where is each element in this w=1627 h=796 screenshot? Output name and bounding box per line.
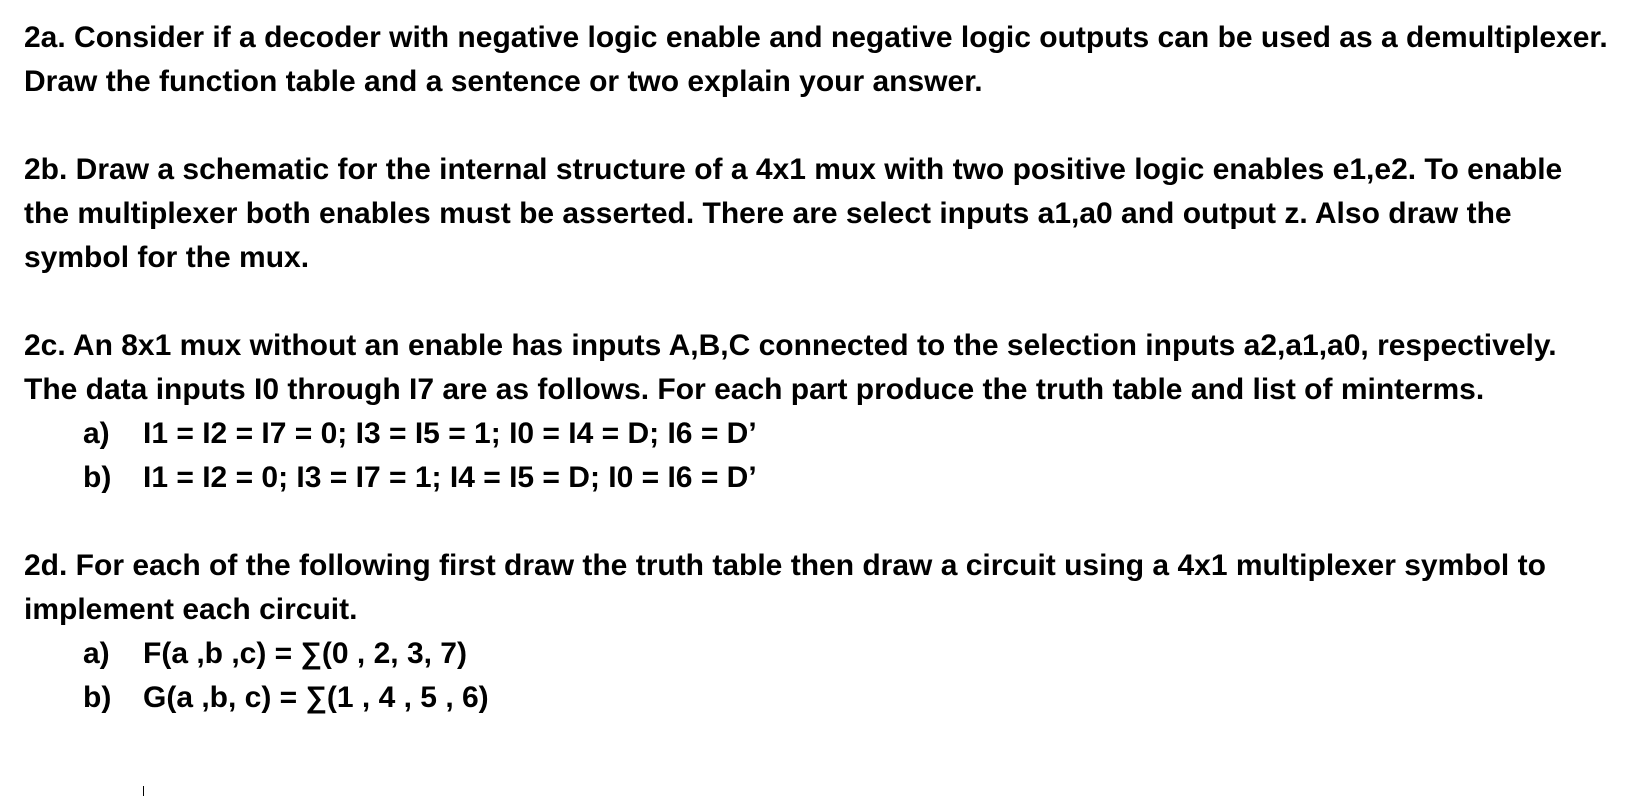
problem-2b (24, 148, 1614, 280)
list-item-text: I1 = I2 = 0; I3 = I7 = 1; I4 = I5 = D; I0 = I6 = D’ (143, 461, 757, 494)
problem-2a (24, 16, 1614, 104)
list-item-label: b) (83, 461, 112, 494)
list-item (83, 412, 1614, 456)
list-item-label: b) (83, 681, 112, 714)
list-item-label: a) (83, 417, 110, 450)
list-item (83, 456, 1614, 500)
problem-2b-text: 2b. Draw a schematic for the internal structure of a 4x1 mux with two positive logic enables e1,e2. To enable the multiplexer both enables must be asserted. There are select inputs a1,a0 and output z. Also draw the symbol for the mux. (24, 153, 1563, 274)
problem-2d-parts (24, 632, 1614, 720)
problem-2d (24, 544, 1614, 720)
problem-2c (24, 324, 1614, 500)
list-item (83, 676, 1614, 720)
text-cursor (143, 786, 144, 796)
problem-2c-parts (24, 412, 1614, 500)
document-body (24, 16, 1614, 720)
list-item (83, 632, 1614, 676)
problem-2a-text: 2a. Consider if a decoder with negative logic enable and negative logic outputs can be used as a demultiplexer. Draw the function table and a sentence or two explain your answer. (24, 21, 1608, 98)
problem-2c-text: 2c. An 8x1 mux without an enable has inputs A,B,C connected to the selection inputs a2,a1,a0, respectively. The data inputs I0 through I7 are as follows. For each part produce the truth table and list of minterms. (24, 329, 1557, 406)
list-item-text: I1 = I2 = I7 = 0; I3 = I5 = 1; I0 = I4 = D; I6 = D’ (143, 417, 757, 450)
list-item-text: G(a ,b, c) = ∑(1 , 4 , 5 , 6) (143, 681, 489, 714)
list-item-text: F(a ,b ,c) = ∑(0 , 2, 3, 7) (143, 637, 467, 670)
problem-2d-text: 2d. For each of the following first draw the truth table then draw a circuit using a 4x1 multiplexer symbol to implement each circuit. (24, 549, 1546, 626)
list-item-label: a) (83, 637, 110, 670)
